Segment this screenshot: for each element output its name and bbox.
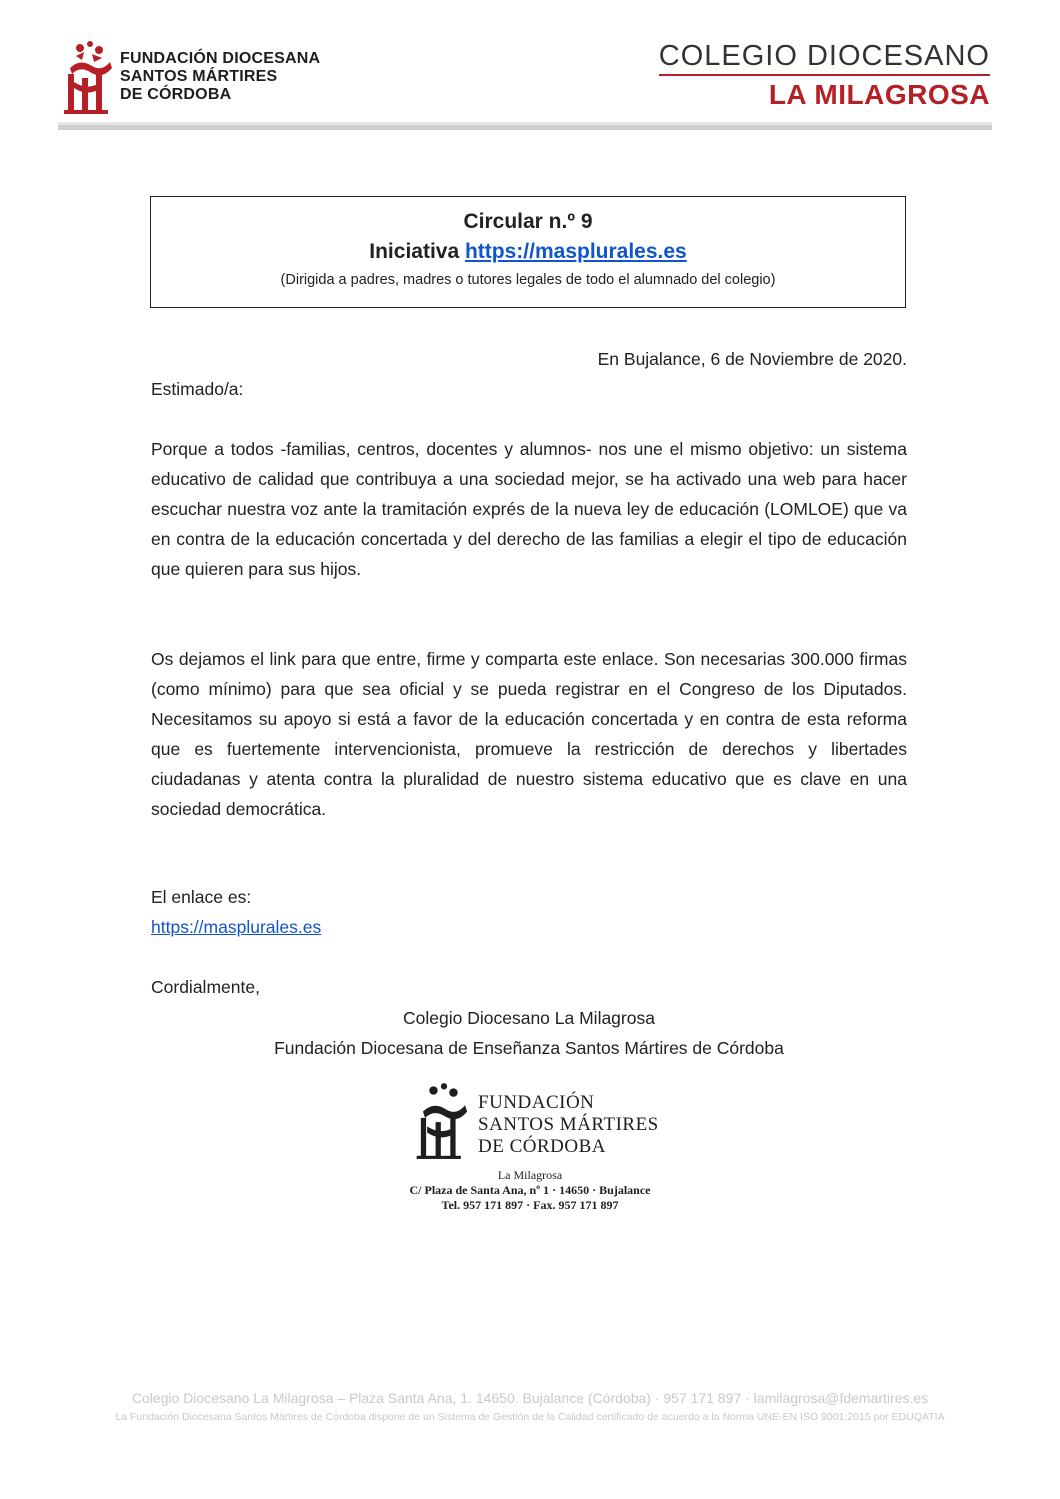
foundation-logo	[62, 38, 352, 114]
signature-school: Colegio Diocesano La Milagrosa	[403, 1008, 655, 1028]
link-intro: El enlace es:	[151, 887, 252, 907]
footer-contact: Colegio Diocesano La Milagrosa – Plaza Santa Ana, 1. 14650. Bujalance (Córdoba) · 957 171 897 · lamilagrosa@fdemartires.es	[131, 1390, 929, 1406]
school-logo-rule	[659, 74, 990, 76]
footer-certification: La Fundación Diocesana Santos Mártires de Córdoba dispone de un Sistema de Gestión de la Calidad certificado de acuerdo a la Norma UNE-EN ISO 9001:2015 por EDUQATIA	[115, 1411, 945, 1423]
initiative-link[interactable]: https://masplurales.es	[464, 240, 687, 263]
stamp-address: C/ Plaza de Santa Ana, nº 1 · 14650 · Bujalance	[409, 1183, 651, 1197]
letter-link[interactable]: https://masplurales.es	[151, 917, 322, 937]
school-logo-line1: COLEGIO DIOCESANO	[658, 40, 990, 72]
martyrs-emblem-icon	[62, 38, 118, 114]
header-divider	[58, 122, 992, 130]
letter-greeting: Estimado/a:	[151, 379, 244, 399]
signature-foundation: Fundación Diocesana de Enseñanza Santos Mártires de Córdoba	[274, 1038, 784, 1058]
stamp-name-line: SANTOS MÁRTIRES	[478, 1114, 659, 1135]
letter-paragraph-1: Porque a todos -familias, centros, docentes y alumnos- nos une el mismo objetivo: un sistema educativo de calidad que contribuya a una sociedad mejor, se ha activado una web para hacer escuchar nuestra voz ante la tramitación exprés de la nueva ley de educación (LOMLOE) que va en contra de la educación concertada y del derecho de las familias a elegir el tipo de educación que quieren para sus hijos.	[151, 439, 907, 579]
school-logo-line2: LA MILAGROSA	[768, 79, 990, 110]
stamp-school: La Milagrosa	[497, 1168, 563, 1182]
audience-note: (Dirigida a padres, madres o tutores legales de todo el alumnado del colegio)	[280, 272, 776, 288]
foundation-stamp	[400, 1074, 660, 1234]
initiative-line	[151, 237, 905, 267]
school-logo	[659, 40, 990, 110]
stamp-phone: Tel. 957 171 897 · Fax. 957 171 897	[441, 1198, 619, 1212]
letter-closing: Cordialmente,	[151, 977, 260, 997]
stamp-emblem-icon	[414, 1080, 474, 1160]
stamp-name	[478, 1092, 659, 1158]
foundation-name-line: SANTOS MÁRTIRES	[120, 68, 278, 85]
foundation-name-line: FUNDACIÓN DIOCESANA	[120, 50, 321, 67]
initiative-label: Iniciativa	[369, 240, 465, 263]
stamp-name-line: FUNDACIÓN	[478, 1092, 595, 1113]
letter-paragraph-2: Os dejamos el link para que entre, firme y comparta este enlace. Son necesarias 300.000 firmas (como mínimo) para que sea oficial y se pueda registrar en el Congreso de los Diputados. Necesitamos su apoyo si está a favor de la educación concertada y en contra de esta reforma que es fuertemente intervencionista, promueve la restricción de derechos y libertades ciudadanas y atenta contra la pluralidad de nuestro sistema educativo que es clave en una sociedad democrática.	[151, 649, 907, 819]
stamp-name-line: DE CÓRDOBA	[478, 1136, 606, 1157]
letter-date: En Bujalance, 6 de Noviembre de 2020.	[597, 349, 907, 369]
stamp-address-block	[400, 1168, 660, 1213]
circular-title-box	[150, 196, 906, 308]
foundation-name	[120, 50, 320, 104]
letter-link-row	[151, 912, 907, 942]
circular-number: Circular n.º 9	[463, 210, 593, 233]
foundation-name-line: DE CÓRDOBA	[120, 86, 232, 103]
